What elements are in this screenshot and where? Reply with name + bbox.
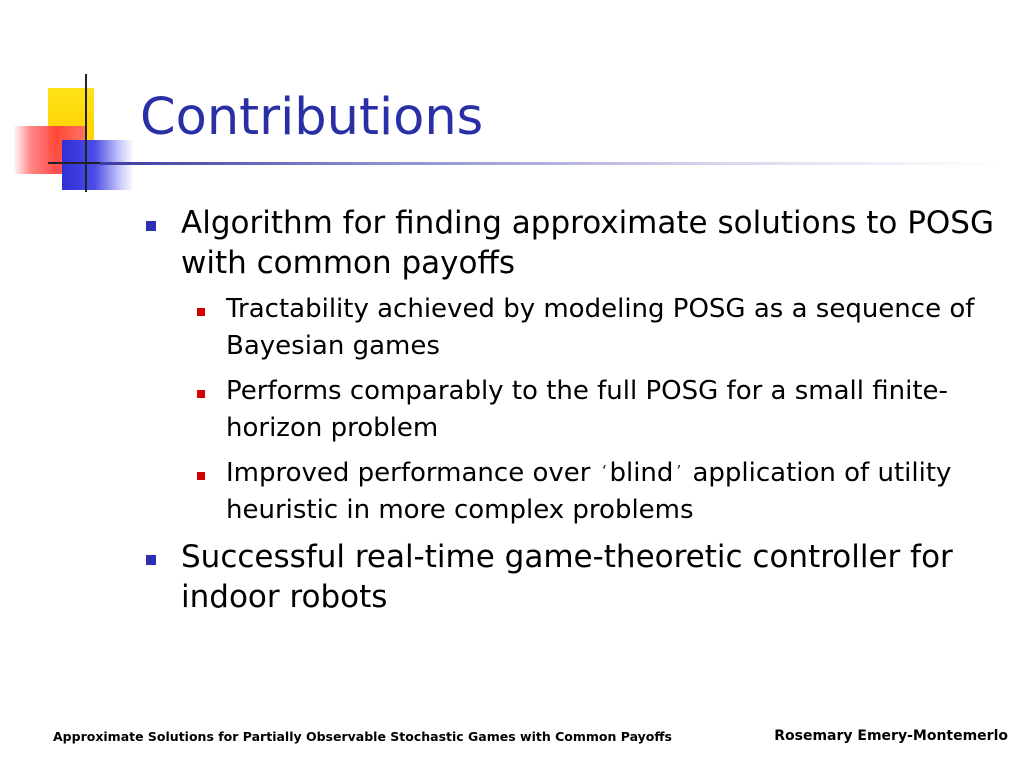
square-bullet-icon xyxy=(197,472,205,480)
sub-bullet-text-before: Improved performance over xyxy=(226,458,599,488)
slide-title: Contributions xyxy=(140,88,484,147)
open-quote-mark: ‘ xyxy=(601,462,607,480)
square-bullet-icon xyxy=(146,555,156,565)
square-bullet-icon xyxy=(197,390,205,398)
sub-bullet-item xyxy=(145,455,1005,529)
square-bullet-icon xyxy=(146,221,156,231)
footer-presentation-title: Approximate Solutions for Partially Observable Stochastic Games with Common Payoffs xyxy=(53,729,672,744)
title-underline xyxy=(100,162,1000,165)
bullet-list xyxy=(145,203,1005,625)
close-quote-mark: ’ xyxy=(676,462,682,480)
sub-bullet-text: Performs comparably to the full POSG for a small finite-horizon problem xyxy=(226,376,948,443)
sub-bullet-text: Tractability achieved by modeling POSG as a sequence of Bayesian games xyxy=(226,294,975,361)
bullet-text: Algorithm for finding approximate solutions to POSG with common payoffs xyxy=(181,205,994,281)
sub-bullet-text-after: application of utility heuristic in more complex problems xyxy=(226,458,952,525)
logo-vertical-line xyxy=(85,74,87,192)
sub-bullet-item xyxy=(145,291,1005,365)
quoted-word: blind xyxy=(609,458,674,488)
bullet-item xyxy=(145,203,1005,283)
bullet-text: Successful real-time game-theoretic controller for indoor robots xyxy=(181,539,953,615)
logo-blue-square xyxy=(62,140,134,190)
footer-author: Rosemary Emery-Montemerlo xyxy=(774,728,1008,744)
bullet-item xyxy=(145,537,1005,617)
square-bullet-icon xyxy=(197,308,205,316)
sub-bullet-item xyxy=(145,373,1005,447)
